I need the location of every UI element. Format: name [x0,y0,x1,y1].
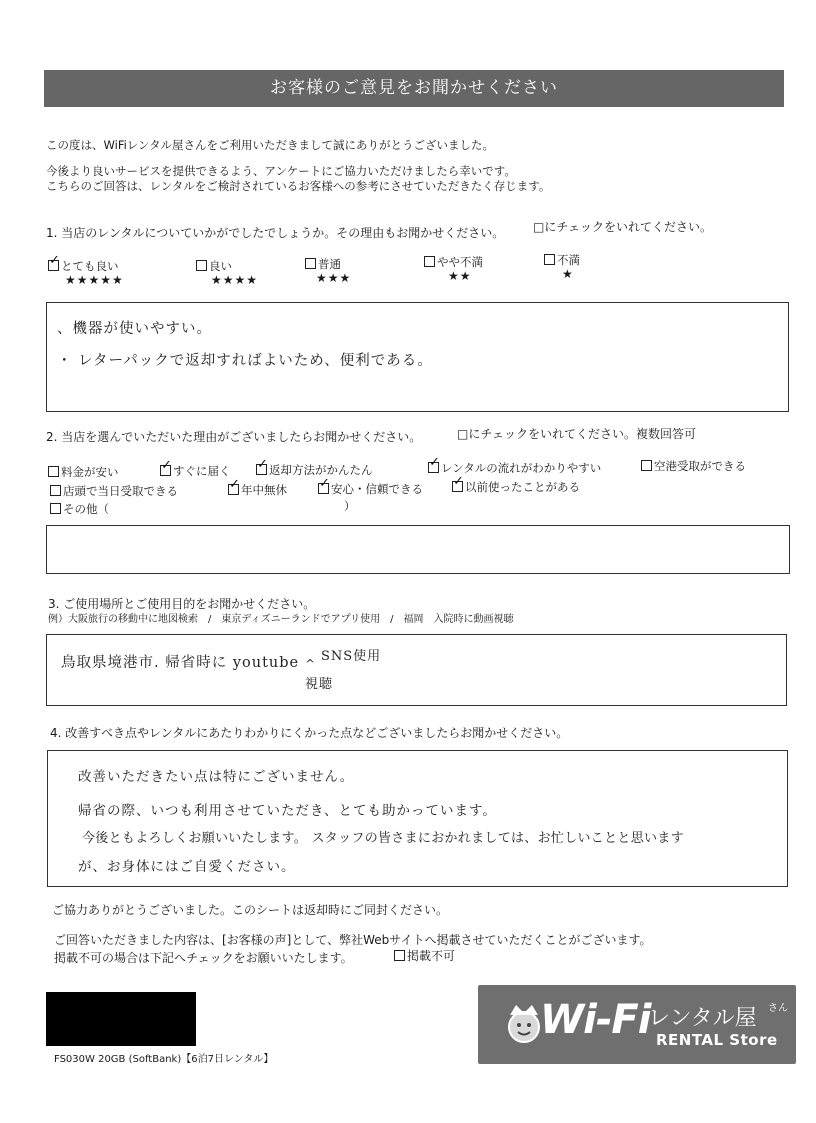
q1-answer-line-2: ・ レターパックで返却すればよいため、便利である。 [57,353,433,369]
checkbox-cheap[interactable] [48,466,59,477]
thanks-note: ご協力ありがとうございました。このシートは返却時にご同封ください。 [52,903,449,917]
q2-question: 2. 当店を選んでいただいた理由がございましたらお聞かせください。 [46,430,422,444]
stars-3: ★★★ [316,271,352,285]
checkbox-somewhat-dissatisfied[interactable] [424,256,435,267]
wifi-rental-logo [478,985,796,1064]
q3-answer-inserted: 視聴 [305,677,334,692]
checkbox-used-before[interactable] [452,474,464,492]
q3-answer-box[interactable] [46,634,787,706]
checkbox-fast-delivery[interactable] [160,458,172,476]
logo-jp-text: レンタル屋 [648,1006,757,1031]
checkbox-normal[interactable] [305,258,316,269]
q2-other-close: ） [344,499,356,513]
checkbox-good[interactable] [196,260,207,271]
checkbox-trust[interactable] [318,476,330,494]
q1-instruction: □にチェックをいれてください。 [533,220,712,234]
q4-answer-line-3: 今後ともよろしくお願いいたします。 スタッフの皆さまにおかれましては、お忙しいことと思います [82,831,684,846]
checkmark-icon: ✓ [319,476,330,491]
q2-opt-trust[interactable]: ✓ 安心・信頼できる [319,476,423,496]
q3-answer-extra: SNS使用 [321,649,382,664]
checkmark-icon: ✓ [257,457,268,472]
checkbox-other[interactable] [50,503,61,514]
publish-note: ご回答いただきました内容は、[お客様の声]として、弊社Webサイトへ掲載させていただくことがございます。 [54,933,652,947]
q4-question: 4. 改善すべき点やレンタルにあたりわかりにくかった点などございましたらお聞かせください。 [50,726,569,740]
q2-opt-fast[interactable]: ✓ すぐに届く [161,458,231,478]
q3-example: 例）大阪旅行の移動中に地図検索 / 東京ディズニーランドでアプリ使用 / 福岡 入院時に動画視聴 [48,614,514,625]
q4-answer-box[interactable] [47,750,788,887]
logo-san-text: さん [768,1003,788,1014]
checkbox-airport-pickup[interactable] [641,460,652,471]
q2-opt-cheap[interactable]: 料金が安い [48,464,119,480]
q4-answer-line-4: が、お身体にはご自愛ください。 [78,859,296,875]
q1-answer-box[interactable] [46,302,789,412]
q1-answer-line-1: 、機器が使いやすい。 [57,321,212,337]
publish-optout-note: 掲載不可の場合は下記へチェックをお願いいたします。 [54,951,353,965]
q3-question: 3. ご使用場所とご使用目的をお聞かせください。 [48,597,316,611]
q2-opt-store-pickup[interactable]: 店頭で当日受取できる [50,483,178,499]
q4-answer-line-2: 帰省の際、いつも利用させていただき、とても助かっています。 [78,803,497,819]
crown-icon [504,1001,544,1045]
intro-line-1: この度は、WiFiレンタル屋さんをご利用いただきまして誠にありがとうございました。 [46,138,495,152]
q2-other-answer-box[interactable] [46,525,790,574]
checkbox-store-pickup[interactable] [50,485,61,496]
checkbox-open-all-year[interactable] [228,477,240,495]
intro-line-2: 今後より良いサービスを提供できるよう、アンケートにご協力いただけましたら幸いです。 [46,164,516,178]
stars-1: ★ [562,267,574,281]
q2-opt-airport[interactable]: 空港受取ができる [641,458,746,474]
stars-4: ★★★★ [211,273,259,287]
checkmark-icon: ✓ [453,474,464,489]
stars-5: ★★★★★ [65,273,124,287]
checkmark-icon: ✓ [49,253,60,268]
page-title: お客様のご意見をお聞かせください [44,70,784,107]
intro-line-3: こちらのご回答は、レンタルをご検討されているお客様への参考にさせていただきたく存じます。 [46,179,551,193]
checkbox-clear-flow[interactable] [428,455,440,473]
q2-opt-used-before[interactable]: ✓ 以前使ったことがある [453,474,580,494]
logo-en-text: RENTAL Store [656,1031,778,1049]
q1-option-1[interactable]: ✓ とても良い [49,253,119,273]
rental-info: FS030W 20GB (SoftBank)【6泊7日レンタル】 [54,1054,274,1065]
checkmark-icon: ✓ [229,477,240,492]
q2-opt-open-all-year[interactable]: ✓ 年中無休 [229,477,287,497]
q1-question: 1. 当店のレンタルについていかがでしたでしょうか。その理由もお聞かせください。 [46,226,505,240]
q1-option-2[interactable]: 良い [196,258,232,274]
q3-answer-caret: ^ [305,657,317,671]
redacted-block [46,992,196,1046]
q2-opt-easy-return[interactable]: ✓ 返却方法がかんたん [257,457,373,477]
checkmark-icon: ✓ [161,458,172,473]
q4-answer-line-1: 改善いただきたい点は特にございません。 [78,769,355,785]
q1-option-4[interactable]: やや不満 [424,254,483,270]
q2-instruction: □にチェックをいれてください。複数回答可 [457,427,696,441]
q1-option-3[interactable]: 普通 [305,256,341,272]
q3-answer-main: 鳥取県境港市. 帰省時に youtube [61,655,300,671]
checkbox-easy-return[interactable] [256,457,268,475]
q2-opt-clear-flow[interactable]: ✓ レンタルの流れがわかりやすい [429,455,602,475]
optout-option[interactable]: 掲載不可 [394,948,455,964]
checkbox-very-good[interactable] [48,253,60,271]
checkbox-dissatisfied[interactable] [544,254,555,265]
logo-wifi-text: Wi-Fi [540,997,651,1043]
stars-2: ★★ [448,269,472,283]
q1-option-5[interactable]: 不満 [544,252,580,268]
checkbox-publish-optout[interactable] [394,950,405,961]
checkmark-icon: ✓ [429,455,440,470]
q2-opt-other[interactable]: その他（ [50,501,109,517]
